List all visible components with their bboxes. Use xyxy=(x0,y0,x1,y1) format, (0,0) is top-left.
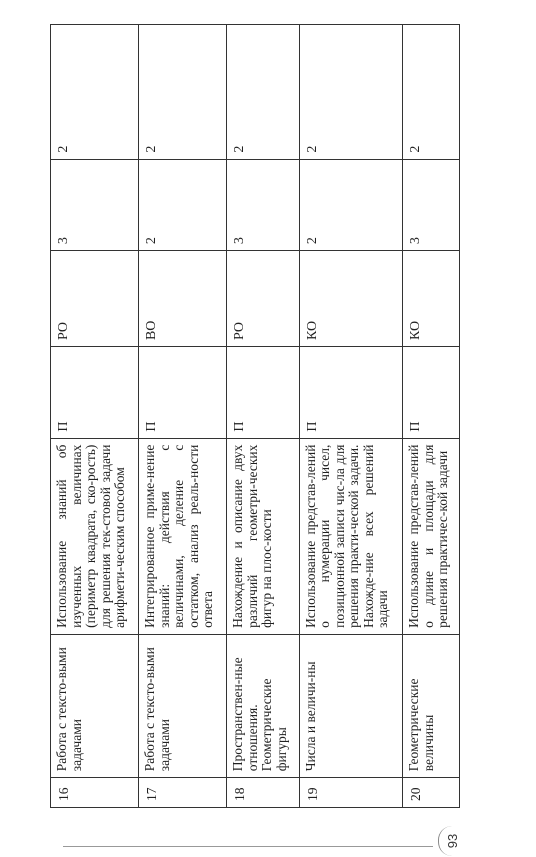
cell-points: 2 xyxy=(227,25,299,160)
cell-desc: Использование знаний об изученных величинах (периметр квадрата, ско-рость) для решения тек-стовой задачи арифмети-ческим способом xyxy=(51,438,139,634)
cell-desc: Использование представ-лений о длине и площади для решения практичес-кой задачи xyxy=(403,438,460,634)
table-row xyxy=(403,25,460,808)
page-number-badge xyxy=(442,826,464,856)
cell-num: 19 xyxy=(299,778,403,808)
cell-level: П xyxy=(403,347,460,439)
rotated-table-page xyxy=(50,24,460,808)
cell-theme: Числа и величи-ны xyxy=(299,634,403,777)
cell-score: 2 xyxy=(139,159,227,251)
cell-score: 3 xyxy=(227,159,299,251)
cell-theme: Пространствен-ные отношения. Геометрические фигуры xyxy=(227,634,299,777)
table-row xyxy=(139,25,227,808)
cell-num: 17 xyxy=(139,778,227,808)
cell-points: 2 xyxy=(299,25,403,160)
cell-type: РО xyxy=(227,251,299,347)
table-row xyxy=(299,25,403,808)
cell-level: П xyxy=(51,347,139,439)
cell-type: РО xyxy=(51,251,139,347)
footer-rule xyxy=(63,846,433,847)
cell-desc: Нахождение и описание двух различий геометри-ческих фигур на плос-кости xyxy=(227,438,299,634)
tasks-table xyxy=(50,24,460,808)
cell-type: КО xyxy=(403,251,460,347)
table-row xyxy=(51,25,139,808)
table-row xyxy=(227,25,299,808)
cell-theme: Геометрические величины xyxy=(403,634,460,777)
cell-score: 2 xyxy=(299,159,403,251)
cell-score: 3 xyxy=(51,159,139,251)
cell-desc: Интегрированное приме-нение знаний: действия с величинами, деление с остатком, анализ реаль-ности ответа xyxy=(139,438,227,634)
cell-points: 2 xyxy=(403,25,460,160)
cell-level: П xyxy=(139,347,227,439)
cell-type: КО xyxy=(299,251,403,347)
cell-num: 16 xyxy=(51,778,139,808)
cell-type: ВО xyxy=(139,251,227,347)
page-number: 93 xyxy=(445,833,460,849)
cell-theme: Работа с тексто-выми задачами xyxy=(51,634,139,777)
cell-num: 18 xyxy=(227,778,299,808)
cell-level: П xyxy=(227,347,299,439)
cell-score: 3 xyxy=(403,159,460,251)
cell-level: П xyxy=(299,347,403,439)
cell-desc: Использование представ-лений о нумерации чисел, позиционной записи чис-ла для решения практи-ческой задачи. Нахожде-ние всех решений задачи xyxy=(299,438,403,634)
cell-num: 20 xyxy=(403,778,460,808)
cell-points: 2 xyxy=(51,25,139,160)
cell-theme: Работа с тексто-выми задачами xyxy=(139,634,227,777)
cell-points: 2 xyxy=(139,25,227,160)
